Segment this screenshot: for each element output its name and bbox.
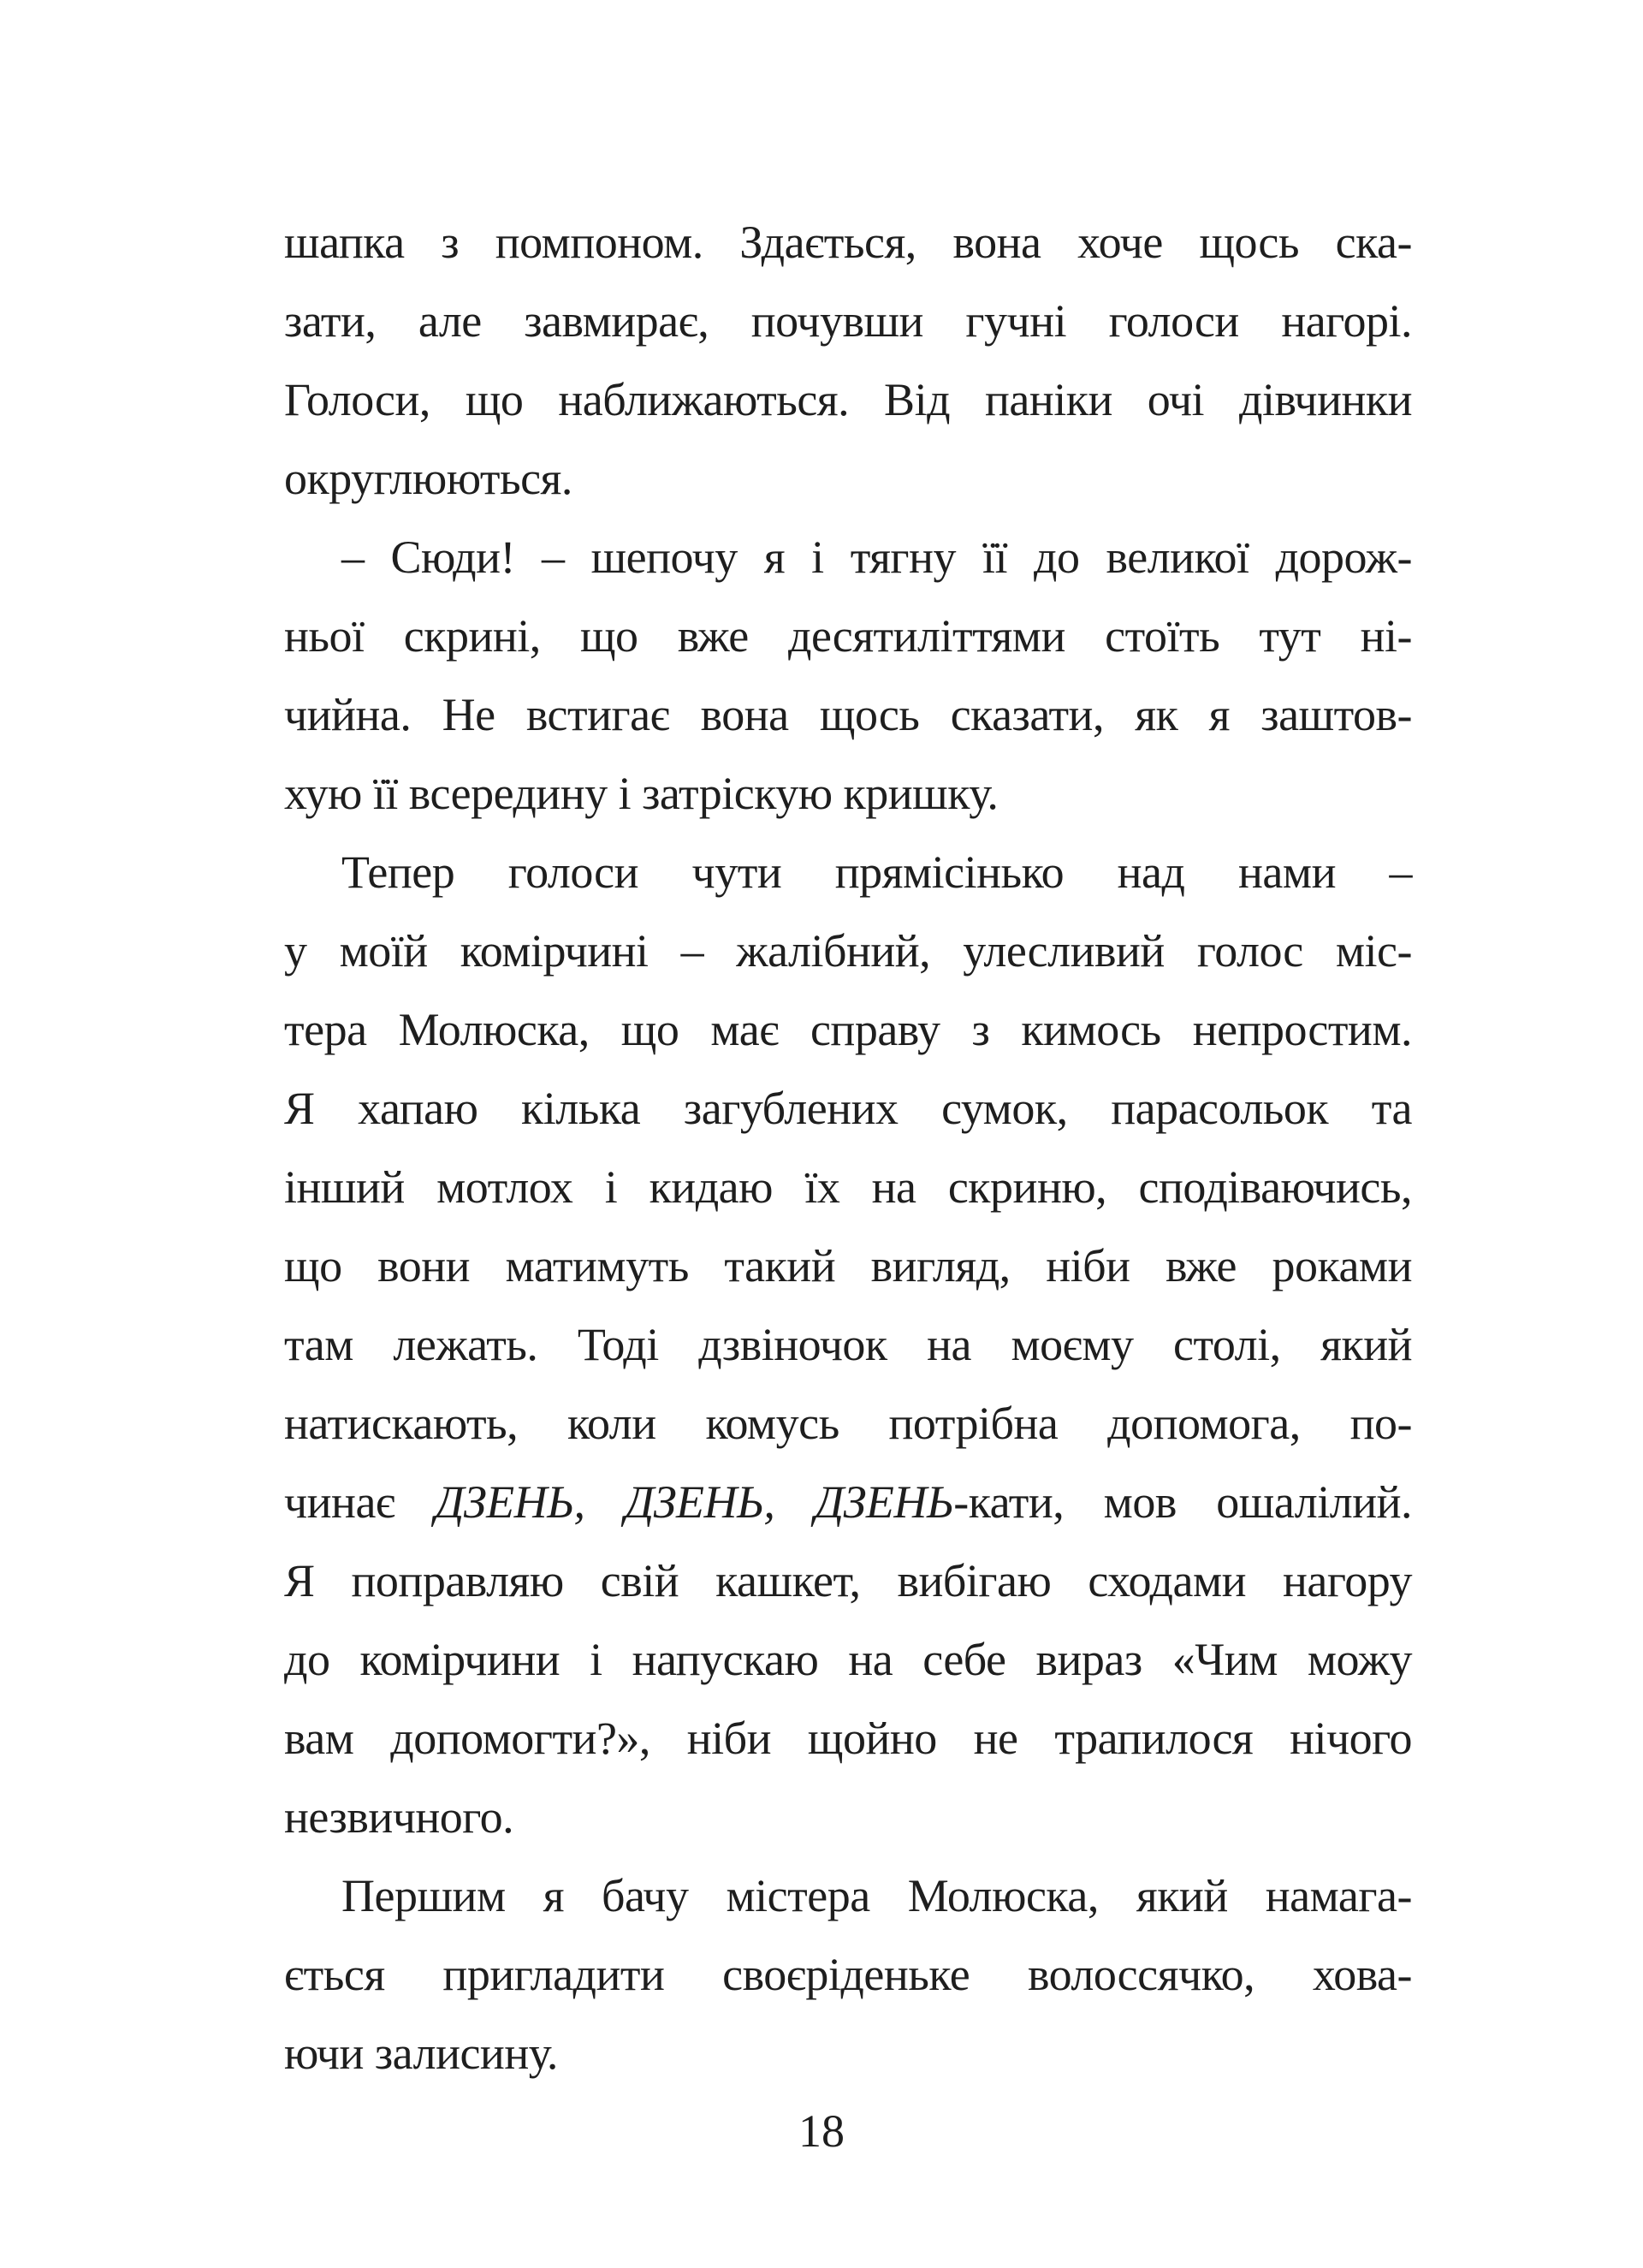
text-segment: -кати, мов ошалілий. [953, 1476, 1413, 1528]
text-line: чийна. Не встигає вона щось сказати, як я заштов- [284, 689, 1412, 740]
text-line: Я хапаю кілька загублених сумок, парасольок та [284, 1083, 1412, 1134]
text-line: ючи залисину. [284, 2028, 558, 2079]
text-line: там лежать. Тоді дзвіночок на моєму столі, який [284, 1319, 1412, 1370]
text-line: вам допомогти?», ніби щойно не трапилося нічого [284, 1713, 1412, 1764]
text-line: Тепер голоси чути прямісінько над нами – [341, 846, 1412, 898]
text-line: до комірчини і напускаю на себе вираз «Чим можу [284, 1634, 1412, 1685]
text-line: тера Молюска, що має справу з кимось непростим. [284, 1004, 1412, 1055]
text-segment: чинає [284, 1476, 436, 1528]
text-line: хую її всередину і затріскую кришку. [284, 768, 999, 819]
page-number: 18 [798, 2105, 845, 2157]
text-line: натискають, коли комусь потрібна допомога, по- [284, 1398, 1412, 1449]
italic-emphasis: ДЗЕНЬ, ДЗЕНЬ, ДЗЕНЬ [435, 1476, 954, 1528]
text-line: округлюються. [284, 453, 572, 504]
text-line: Голоси, що наближаються. Від паніки очі дівчинки [284, 374, 1412, 425]
text-line: що вони матимуть такий вигляд, ніби вже роками [284, 1240, 1412, 1291]
text-line: у моїй комірчині – жалібний, улесливий голос міс- [284, 925, 1412, 977]
text-line: ється пригладити своєріденьке волоссячко, хова- [284, 1949, 1412, 2000]
text-line: Я поправляю свій кашкет, вибігаю сходами нагору [284, 1555, 1412, 1606]
text-line: шапка з помпоном. Здається, вона хоче щось ска- [284, 217, 1412, 268]
text-line-with-italic [284, 1463, 1412, 1541]
text-line: ньої скрині, що вже десятиліттями стоїть тут ні- [284, 610, 1412, 662]
text-line: незвичного. [284, 1791, 514, 1843]
body-text [284, 203, 1412, 2093]
text-line: Першим я бачу містера Молюска, який намага- [341, 1870, 1412, 1921]
text-line: зати, але завмирає, почувши гучні голоси нагорі. [284, 295, 1412, 347]
text-line: інший мотлох і кидаю їх на скриню, сподіваючись, [284, 1161, 1412, 1213]
text-line: – Сюди! – шепочу я і тягну її до великої дорож- [341, 531, 1412, 583]
